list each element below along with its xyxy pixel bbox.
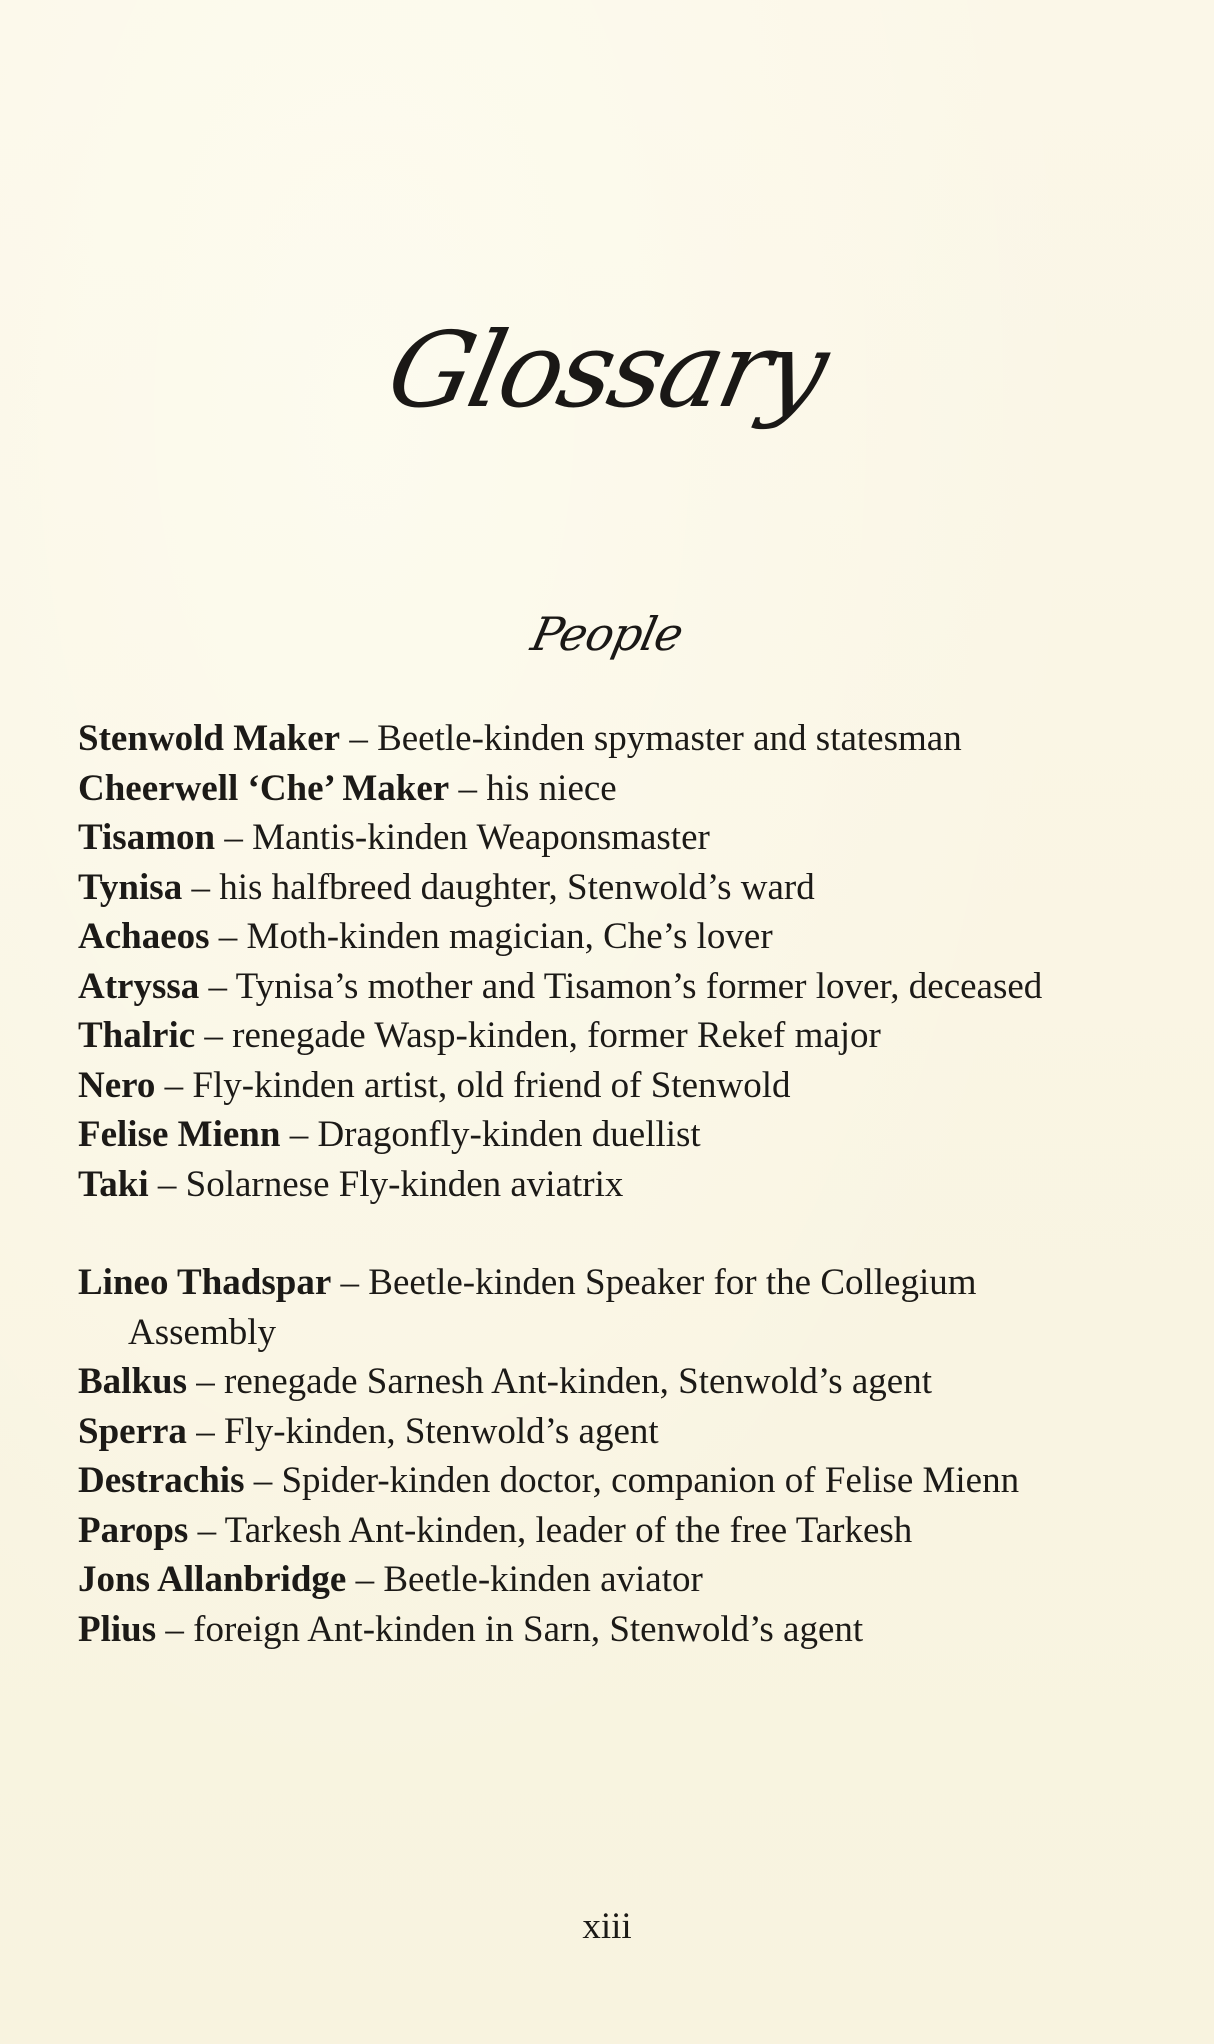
entry-name: Lineo Thadspar: [78, 1262, 332, 1303]
entry-description: – Fly-kinden, Stenwold’s agent: [186, 1410, 659, 1452]
glossary-entry: [78, 714, 1128, 764]
glossary-entry: [78, 962, 1128, 1012]
group-spacer: [78, 1209, 1128, 1258]
glossary-entry: [78, 1160, 1128, 1210]
entry-name: Balkus: [78, 1361, 188, 1402]
glossary-entry: [78, 813, 1128, 863]
section-heading-people: People: [526, 607, 688, 661]
entry-description: – Beetle-kinden Speaker for the Collegium Assembly: [128, 1262, 977, 1353]
entry-description: – Beetle-kinden spymaster and statesman: [340, 718, 962, 759]
entry-description: – his halfbreed daughter, Stenwold’s ward: [182, 866, 815, 908]
entry-description: – Mantis-kinden Weaponsmaster: [215, 817, 710, 858]
entry-description: – Solarnese Fly-kinden aviatrix: [148, 1163, 624, 1205]
glossary-entry: [78, 1011, 1128, 1061]
entry-name: Cheerwell ‘Che’ Maker: [78, 767, 450, 809]
entry-description: – Beetle-kinden aviator: [346, 1559, 703, 1600]
glossary-entry: [78, 1605, 1128, 1655]
entry-name: Achaeos: [78, 916, 210, 957]
entry-name: Atryssa: [78, 965, 200, 1007]
entry-description: – Spider-kinden doctor, companion of Felise Mienn: [244, 1460, 1020, 1501]
entry-name: Sperra: [78, 1410, 187, 1452]
glossary-entry: [78, 912, 1128, 962]
glossary-entry: [78, 1407, 1128, 1457]
entry-name: Tisamon: [78, 817, 216, 858]
entry-description: – Fly-kinden artist, old friend of Stenwold: [155, 1064, 791, 1106]
glossary-entry: [78, 1506, 1128, 1556]
entry-description: – foreign Ant-kinden in Sarn, Stenwold’s agent: [156, 1608, 864, 1650]
page-number: xiii: [582, 1906, 632, 1947]
glossary-entry: [78, 863, 1128, 913]
entry-description: – Tarkesh Ant-kinden, leader of the free Tarkesh: [188, 1509, 913, 1551]
entry-description: – renegade Sarnesh Ant-kinden, Stenwold’s agent: [187, 1361, 932, 1402]
glossary-title: Glossary: [377, 309, 837, 431]
glossary-entries: [78, 714, 1128, 1654]
entry-name: Plius: [78, 1608, 157, 1650]
entry-name: Stenwold Maker: [78, 718, 341, 759]
entry-name: Taki: [78, 1163, 149, 1205]
entry-description: – Tynisa’s mother and Tisamon’s former lover, deceased: [199, 965, 1043, 1007]
entry-description: – his niece: [449, 767, 617, 809]
entry-description: – Dragonfly-kinden duellist: [280, 1114, 701, 1155]
entry-name: Parops: [78, 1509, 189, 1551]
entry-name: Nero: [78, 1064, 156, 1106]
entry-name: Destrachis: [78, 1460, 245, 1501]
glossary-entry: [78, 1061, 1128, 1111]
glossary-entry: [78, 764, 1128, 814]
glossary-entry: [78, 1110, 1128, 1160]
glossary-entry: [78, 1555, 1128, 1605]
entry-name: Felise Mienn: [78, 1114, 281, 1155]
entry-name: Tynisa: [78, 866, 183, 908]
glossary-entry: [78, 1456, 1128, 1506]
glossary-entry: [78, 1258, 1128, 1357]
entry-description: – Moth-kinden magician, Che’s lover: [209, 916, 773, 957]
entry-name: Thalric: [78, 1015, 196, 1056]
entry-description: – renegade Wasp-kinden, former Rekef major: [195, 1015, 881, 1056]
glossary-entry: [78, 1357, 1128, 1407]
entry-name: Jons Allanbridge: [78, 1559, 347, 1600]
